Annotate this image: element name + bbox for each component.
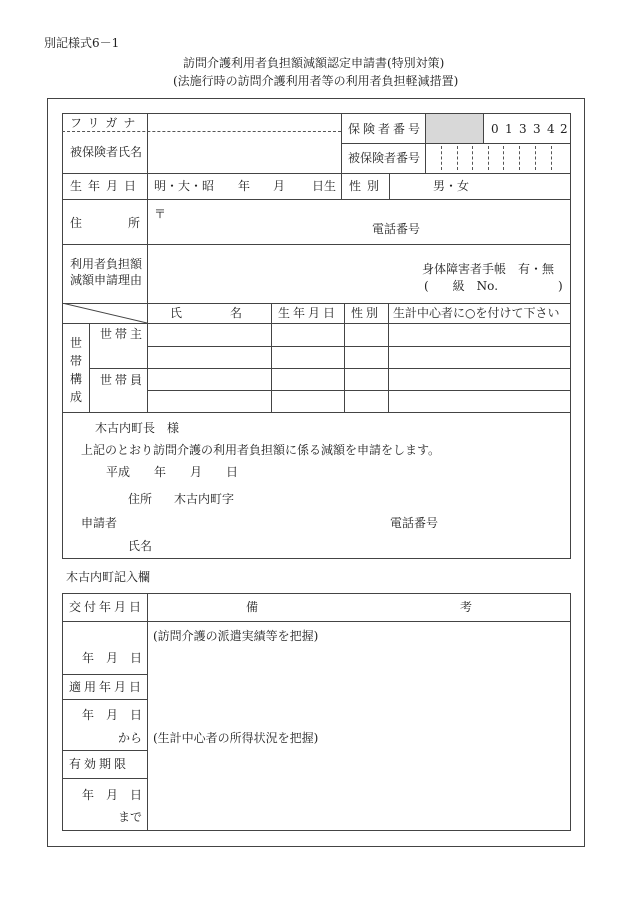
- insurer-digit-3: 3: [519, 122, 527, 136]
- valid-period-label: 有効期限: [69, 757, 130, 771]
- birth-day: 日生: [312, 179, 337, 193]
- remarks-label-1: 備: [246, 600, 259, 614]
- office-heading: 木古内町記入欄: [66, 570, 151, 584]
- sex-choice: 男・女: [433, 179, 470, 193]
- declaration-date: 平成 年 月 日: [106, 465, 239, 479]
- issue-ymd: 年 月 日: [82, 651, 143, 665]
- household-center-header: 生計中心者に○を付けて下さい: [393, 306, 560, 320]
- household-name-header: 氏 名: [170, 306, 243, 320]
- insurer-digit-1: 0: [491, 122, 499, 136]
- form-title: 訪問介護利用者負担額減額認定申請書(特別対策): [183, 56, 445, 70]
- household-birth-header: 生年月日: [278, 306, 339, 320]
- applicant-phone-label: 電話番号: [390, 516, 439, 530]
- addressee: 木古内町長 様: [95, 421, 180, 435]
- insured-no-label: 被保険者番号: [348, 151, 421, 165]
- remarks-label-2: 考: [460, 600, 473, 614]
- diagonal-slash: [62, 303, 148, 324]
- declaration-text: 上記のとおり訪問介護の利用者負担額に係る減額を申請をします。: [81, 443, 441, 457]
- household-head-label: 世帯主: [100, 327, 146, 341]
- household-char-4: 成: [69, 390, 82, 404]
- handbook-grade: ( 級 No. ): [424, 279, 563, 293]
- birth-year: 年: [238, 179, 251, 193]
- furigana-label: フリガナ: [70, 116, 142, 130]
- insured-name-label: 被保険者氏名: [70, 145, 143, 159]
- reason-label-1: 利用者負担額: [70, 257, 143, 271]
- birth-month: 月: [273, 179, 286, 193]
- address-label: 住所: [70, 216, 140, 230]
- insurer-digit-4: 3: [533, 122, 541, 136]
- insurer-digit-6: 2: [560, 122, 568, 136]
- insurer-digit-2: 1: [505, 122, 513, 136]
- issue-date-label: 交付年月日: [69, 600, 145, 614]
- disability-handbook: 身体障害者手帳 有・無: [422, 262, 555, 276]
- from-label: から: [118, 731, 143, 745]
- remark-dispatch: (訪問介護の派遣実績等を把握): [153, 629, 319, 643]
- household-char-3: 構: [69, 372, 82, 386]
- until-label: まで: [118, 810, 143, 824]
- birth-label: 生年月日: [70, 179, 143, 193]
- valid-ymd: 年 月 日: [82, 788, 143, 802]
- applicant-label: 申請者: [81, 516, 118, 530]
- apply-ymd: 年 月 日: [82, 708, 143, 722]
- postal-mark: 〒: [154, 207, 167, 221]
- applicant-address-label: 住所: [128, 492, 153, 506]
- insurer-no-label: 保険者番号: [348, 122, 424, 136]
- insurer-shaded-cell: [426, 114, 483, 143]
- apply-date-label: 適用年月日: [69, 680, 145, 694]
- applicant-address-value: 木古内町字: [174, 492, 235, 506]
- insurer-digit-5: 4: [547, 122, 555, 136]
- phone-label: 電話番号: [372, 222, 421, 236]
- remark-income: (生計中心者の所得状況を把握): [153, 731, 319, 745]
- reason-label-2: 減額申請理由: [70, 273, 143, 287]
- applicant-name-label: 氏名: [128, 539, 153, 553]
- household-members-label: 世帯員: [100, 373, 146, 387]
- form-subtitle: (法施行時の訪問介護利用者等の利用者負担軽減措置): [173, 74, 459, 88]
- era-choice: 明・大・昭: [154, 179, 215, 193]
- form-id: 別記様式6－1: [44, 36, 120, 50]
- sex-label: 性別: [349, 179, 386, 193]
- household-char-2: 帯: [69, 354, 82, 368]
- household-char-1: 世: [69, 336, 82, 350]
- household-sex-header: 性別: [351, 306, 382, 320]
